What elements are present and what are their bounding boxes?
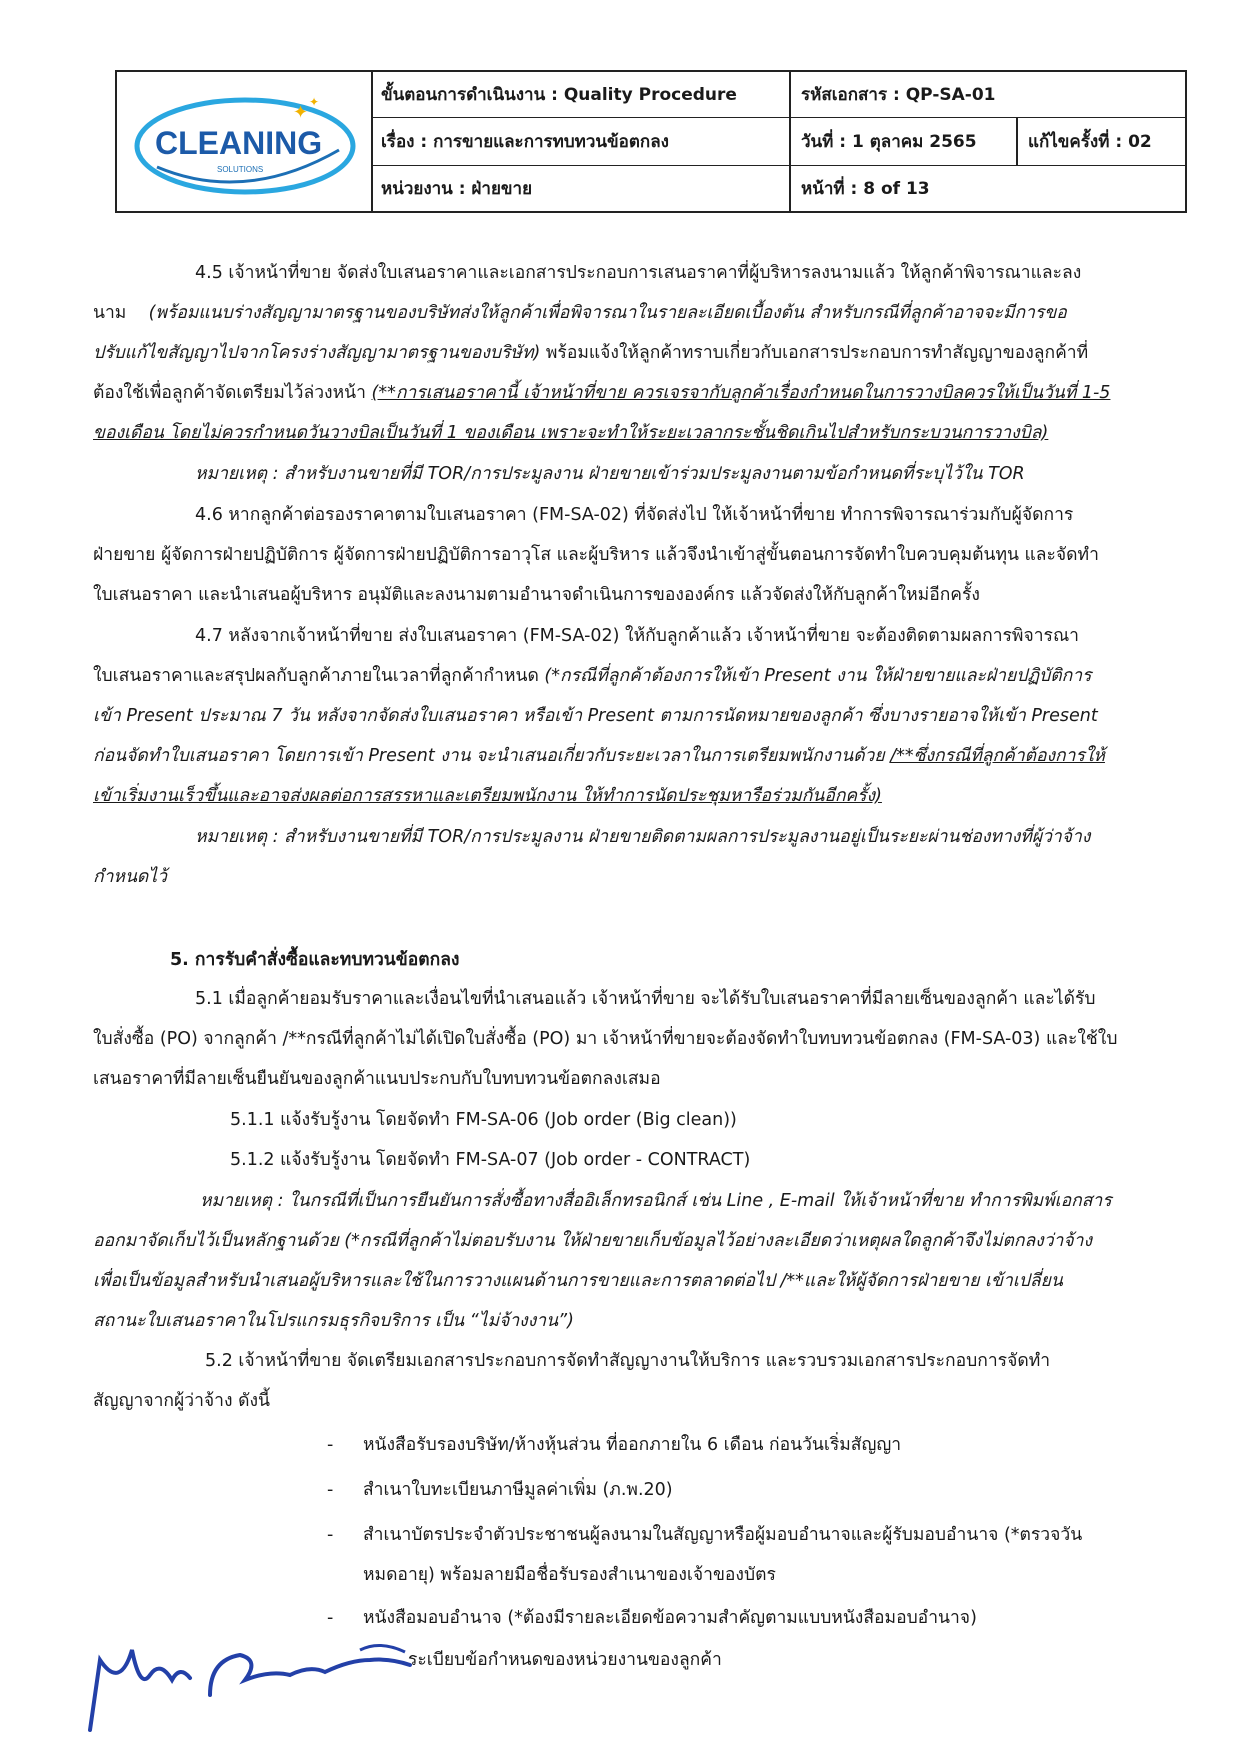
note-line: เพื่อเป็นข้อมูลสำหรับนำเสนอผู้บริหารและใช้ในการวางแผนด้านการขายและการตลาดต่อไป /**และให้ผู้จัดการฝ่ายขาย เข้าเปลี่ยน <box>93 1271 1063 1291</box>
list-item: สำเนาบัตรประจำตัวประชาชนผู้ลงนามในสัญญาหรือผู้มอบอำนาจและผู้รับมอบอำนาจ (*ตรวจวัน <box>363 1525 1083 1545</box>
list-item: สำเนาใบทะเบียนภาษีมูลค่าเพิ่ม (ภ.พ.20) <box>363 1480 673 1500</box>
text-line: 4.6 หากลูกค้าต่อรองราคาตามใบเสนอราคา (FM-SA-02) ที่จัดส่งไป ให้เจ้าหน้าที่ขาย ทำการพิจารณาร่วมกับผู้จัดการ <box>195 505 1074 525</box>
svg-text:✦: ✦ <box>293 102 309 123</box>
logo-text: CLEANING <box>155 125 323 161</box>
text-line: ฝ่ายขาย ผู้จัดการฝ่ายปฏิบัติการ ผู้จัดการฝ่ายปฏิบัติการอาวุโส และผู้บริหาร แล้วจึงนำเข้าสู่ขั้นตอนการจัดทำใบควบคุมต้นทุน และจัดทำ <box>93 545 1099 565</box>
bullet-dash: - <box>327 1480 334 1500</box>
note-line: หมายเหตุ : สำหรับงานขายที่มี TOR/การประมูลงาน ฝ่ายขายเข้าร่วมประมูลงานตามข้อกำหนดที่ระบุไว้ใน TOR <box>195 464 1025 484</box>
text-line: ของเดือน โดยไม่ควรกำหนดวันวางบิลเป็นวันที่ 1 ของเดือน เพราะจะทำให้ระยะเวลากระชั้นชิดเกินไปสำหรับกระบวนการวางบิล) <box>93 423 1049 443</box>
note-line: หมายเหตุ : ในกรณีที่เป็นการยืนยันการสั่งซื้อทางสื่ออิเล็กทรอนิกส์ เช่น Line , E-mail ให้เจ้าหน้าที่ขาย ทำการพิมพ์เอกสาร <box>200 1191 1112 1211</box>
text-line: ต้องใช้เพื่อลูกค้าจัดเตรียมไว้ล่วงหน้า (**การเสนอราคานี้ เจ้าหน้าที่ขาย ควรเจรจากับลูกค้าเรื่องกำหนดในการวางบิลควรให้เป็นวันที่ 1-5 <box>93 383 1111 403</box>
text-line: 4.7 หลังจากเจ้าหน้าที่ขาย ส่งใบเสนอราคา (FM-SA-02) ให้กับลูกค้าแล้ว เจ้าหน้าที่ขาย จะต้องติดตามผลการพิจารณา <box>195 626 1080 646</box>
department: หน่วยงาน : ฝ่ายขาย <box>371 166 791 211</box>
document-header <box>115 70 1187 213</box>
bullet-dash: - <box>327 1435 334 1455</box>
text-line: ปรับแก้ไขสัญญาไปจากโครงร่างสัญญามาตรฐานของบริษัท) พร้อมแจ้งให้ลูกค้าทราบเกี่ยวกับเอกสารประกอบการทำสัญญาของลูกค้าที่ <box>93 343 1089 363</box>
issue-date: วันที่ : 1 ตุลาคม 2565 <box>791 118 1018 166</box>
text-line: นาม (พร้อมแนบร่างสัญญามาตรฐานของบริษัทส่งให้ลูกค้าเพื่อพิจารณาในรายละเอียดเบื้องต้น สำหรับกรณีที่ลูกค้าอาจจะมีการขอ <box>93 303 1067 323</box>
note-line: สถานะใบเสนอราคาในโปรแกรมธุรกิจบริการ เป็น “ไม่จ้างงาน”) <box>93 1311 574 1331</box>
text-line: สัญญาจากผู้ว่าจ้าง ดังนี้ <box>93 1391 270 1411</box>
text-line: ก่อนจัดทำใบเสนอราคา โดยการเข้า Present งาน จะนำเสนอเกี่ยวกับระยะเวลาในการเตรียมพนักงานด้วย /**ซึ่งกรณีที่ลูกค้าต้องการให้ <box>93 746 1105 766</box>
list-item: ระเบียบข้อกำหนดของหน่วยงานของลูกค้า <box>408 1650 722 1670</box>
note-line: ออกมาจัดเก็บไว้เป็นหลักฐานด้วย (*กรณีที่ลูกค้าไม่ตอบรับงาน ให้ฝ่ายขายเก็บข้อมูลไว้อย่างละเอียดว่าเหตุผลใดลูกค้าจึงไม่ตกลงว่าจ้าง <box>93 1231 1092 1251</box>
handwritten-signature <box>60 1580 440 1740</box>
text-line: ใบเสนอราคาและสรุปผลกับลูกค้าภายในเวลาที่ลูกค้ากำหนด (*กรณีที่ลูกค้าต้องการให้เข้า Present งาน ให้ฝ่ายขายและฝ่ายปฏิบัติการ <box>93 666 1092 686</box>
sub-item: 5.1.1 แจ้งรับรู้งาน โดยจัดทำ FM-SA-06 (Job order (Big clean)) <box>230 1110 737 1130</box>
list-item: หมดอายุ) พร้อมลายมือชื่อรับรองสำเนาของเจ้าของบัตร <box>363 1565 776 1585</box>
subject: เรื่อง : การขายและการทบทวนข้อตกลง <box>371 118 791 166</box>
text-line: 5.1 เมื่อลูกค้ายอมรับราคาและเงื่อนไขที่นำเสนอแล้ว เจ้าหน้าที่ขาย จะได้รับใบเสนอราคาที่มีลายเซ็นของลูกค้า และได้รับ <box>195 989 1096 1009</box>
company-logo <box>117 72 373 211</box>
text-line: เข้า Present ประมาณ 7 วัน หลังจากจัดส่งใบเสนอราคา หรือเข้า Present ตามการนัดหมายของลูกค้า ซึ่งบางรายอาจให้เข้า Present <box>93 706 1098 726</box>
note-line: กำหนดไว้ <box>93 867 167 887</box>
text-line: เข้าเริ่มงานเร็วขึ้นและอาจส่งผลต่อการสรรหาและเตรียมพนักงาน ให้ทำการนัดประชุมหารือร่วมกันอีกครั้ง) <box>93 786 882 806</box>
text-line: 5.2 เจ้าหน้าที่ขาย จัดเตรียมเอกสารประกอบการจัดทำสัญญางานให้บริการ และรวบรวมเอกสารประกอบการจัดทำ <box>205 1351 1051 1371</box>
section-heading: 5. การรับคำสั่งซื้อและทบทวนข้อตกลง <box>170 950 460 970</box>
procedure-label: ขั้นตอนการดำเนินงาน : Quality Procedure <box>371 72 791 118</box>
text-line: 4.5 เจ้าหน้าที่ขาย จัดส่งใบเสนอราคาและเอกสารประกอบการเสนอราคาที่ผู้บริหารลงนามแล้ว ให้ลูกค้าพิจารณาและลง <box>195 263 1082 283</box>
list-item: หนังสือรับรองบริษัท/ห้างหุ้นส่วน ที่ออกภายใน 6 เดือน ก่อนวันเริ่มสัญญา <box>363 1435 902 1455</box>
page-number: หน้าที่ : 8 of 13 <box>801 179 930 199</box>
text-line: ใบสั่งซื้อ (PO) จากลูกค้า /**กรณีที่ลูกค้าไม่ได้เปิดใบสั่งซื้อ (PO) มา เจ้าหน้าที่ขายจะต้องจัดทำใบทบทวนข้อตกลง (FM-SA-03) และใช้ใบ <box>93 1029 1118 1049</box>
logo-subtext: SOLUTIONS <box>217 165 264 174</box>
svg-text:✦: ✦ <box>309 95 320 109</box>
bullet-dash: - <box>327 1525 334 1545</box>
doc-code: รหัสเอกสาร : QP-SA-01 <box>791 72 1185 118</box>
revision: แก้ไขครั้งที่ : 02 <box>1018 118 1185 166</box>
list-item: หนังสือมอบอำนาจ (*ต้องมีรายละเอียดข้อความสำคัญตามแบบหนังสือมอบอำนาจ) <box>363 1608 977 1628</box>
text-line: เสนอราคาที่มีลายเซ็นยืนยันของลูกค้าแนบประกบกับใบทบทวนข้อตกลงเสมอ <box>93 1069 661 1089</box>
text-line: ใบเสนอราคา และนำเสนอผู้บริหาร อนุมัติและลงนามตามอำนาจดำเนินการขององค์กร แล้วจัดส่งให้กับลูกค้าใหม่อีกครั้ง <box>93 585 980 605</box>
note-line: หมายเหตุ : สำหรับงานขายที่มี TOR/การประมูลงาน ฝ่ายขายติดตามผลการประมูลงานอยู่เป็นระยะผ่านช่องทางที่ผู้ว่าจ้าง <box>195 827 1091 847</box>
bullet-dash: - <box>327 1608 334 1628</box>
sub-item: 5.1.2 แจ้งรับรู้งาน โดยจัดทำ FM-SA-07 (Job order - CONTRACT) <box>230 1150 751 1170</box>
